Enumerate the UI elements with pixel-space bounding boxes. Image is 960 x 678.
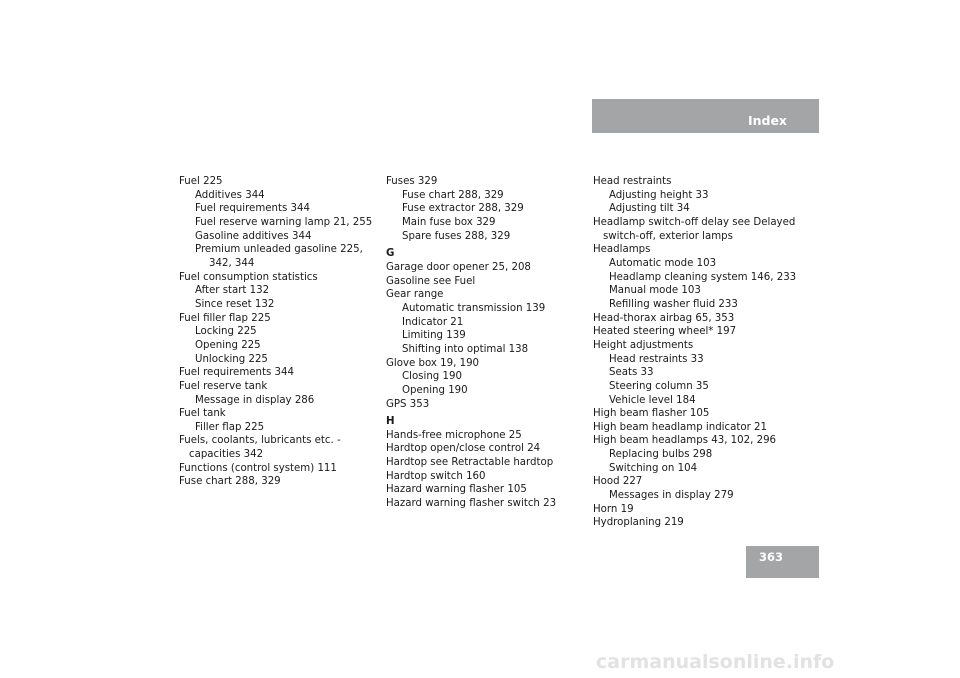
index-subentry: Message in display 286: [195, 394, 315, 406]
index-subentry: Filler flap 225: [195, 421, 265, 433]
index-subentry: Switching on 104: [609, 462, 698, 474]
index-subentry: Main fuse box 329: [402, 216, 496, 228]
index-subentry: Since reset 132: [195, 298, 275, 310]
index-subentry-continuation: 342, 344: [209, 257, 255, 269]
index-subentry: Fuel reserve warning lamp 21, 255: [195, 216, 373, 228]
index-subentry: Shifting into optimal 138: [402, 343, 529, 355]
index-entry: Height adjustments: [593, 339, 694, 351]
index-entry: Fuel reserve tank: [179, 380, 268, 392]
index-entry: Fuel filler flap 225: [179, 312, 271, 324]
index-subentry: Fuel requirements 344: [195, 203, 310, 215]
index-entry: Garage door opener 25, 208: [386, 261, 531, 273]
index-column-1: [179, 175, 379, 489]
index-subentry: Limiting 139: [402, 330, 466, 342]
index-subentry: Unlocking 225: [195, 353, 268, 365]
index-subentry: Seats 33: [609, 367, 654, 379]
index-entry: Fuel consumption statistics: [179, 271, 318, 283]
index-subentry: Premium unleaded gasoline 225,: [195, 244, 363, 256]
index-subentry: Opening 190: [402, 384, 468, 396]
index-entry: Gear range: [386, 289, 444, 301]
index-subentry: Gasoline additives 344: [195, 230, 312, 242]
index-entry: Fuel 225: [179, 176, 223, 187]
index-entry: Fuses 329: [386, 176, 438, 187]
index-letter-heading-h: H: [386, 416, 395, 428]
index-entry: Hardtop switch 160: [386, 470, 486, 482]
index-subentry: Opening 225: [195, 339, 261, 351]
index-entry: Hood 227: [593, 476, 643, 488]
index-subentry: Messages in display 279: [609, 490, 734, 502]
index-entry: Headlamp switch-off delay see Delayed: [593, 216, 796, 228]
index-entry: High beam headlamps 43, 102, 296: [593, 435, 777, 447]
index-subentry: Adjusting tilt 34: [609, 203, 690, 215]
page-number-box: [746, 546, 819, 578]
index-entry: Horn 19: [593, 503, 634, 515]
index-entry: Headlamps: [593, 244, 651, 256]
index-subentry: Head restraints 33: [609, 353, 704, 365]
index-subentry: Spare fuses 288, 329: [402, 230, 511, 242]
index-entry: Hazard warning flasher 105: [386, 484, 527, 496]
index-entry: High beam flasher 105: [593, 408, 710, 420]
index-entry: Gasoline see Fuel: [386, 275, 476, 287]
index-entry-continuation: capacities 342: [189, 449, 264, 461]
index-entry: Glove box 19, 190: [386, 357, 480, 369]
section-header: [592, 99, 819, 133]
index-entry: High beam headlamp indicator 21: [593, 421, 767, 433]
index-entry: Hazard warning flasher switch 23: [386, 498, 557, 510]
index-subentry: Fuse extractor 288, 329: [402, 203, 524, 215]
index-entry: Heated steering wheel* 197: [593, 326, 737, 338]
index-entry: Hydroplaning 219: [593, 517, 684, 529]
index-entry: Fuel requirements 344: [179, 367, 294, 379]
index-entry: Hands-free microphone 25: [386, 429, 522, 441]
index-subentry: Refilling washer fluid 233: [609, 298, 738, 310]
index-entry: GPS 353: [386, 398, 430, 410]
index-subentry: Replacing bulbs 298: [609, 449, 713, 461]
index-entry: Hardtop open/close control 24: [386, 443, 541, 455]
index-subentry: Additives 344: [195, 189, 265, 201]
index-entry: Fuels, coolants, lubricants etc. -: [179, 435, 341, 447]
index-subentry: Adjusting height 33: [609, 189, 709, 201]
index-entry: Head restraints: [593, 176, 672, 187]
index-column-3: [593, 175, 803, 530]
index-subentry: Fuse chart 288, 329: [402, 189, 504, 201]
index-subentry: Automatic mode 103: [609, 257, 717, 269]
index-entry: Head-thorax airbag 65, 353: [593, 312, 735, 324]
index-entry-continuation: switch-off, exterior lamps: [603, 230, 733, 242]
index-entry: Functions (control system) 111: [179, 462, 337, 474]
index-entry: Fuse chart 288, 329: [179, 476, 281, 488]
index-subentry: Locking 225: [195, 326, 257, 338]
index-subentry: Closing 190: [402, 371, 462, 383]
index-entry: Fuel tank: [179, 408, 226, 420]
index-subentry: Vehicle level 184: [609, 394, 696, 406]
index-subentry: After start 132: [195, 285, 270, 297]
index-subentry: Steering column 35: [609, 380, 709, 392]
watermark: carmanualsonline.info: [596, 651, 835, 673]
index-subentry: Indicator 21: [402, 316, 464, 328]
page-number: 363: [759, 550, 784, 564]
index-entry: Hardtop see Retractable hardtop: [386, 457, 554, 469]
index-column-2: [386, 175, 586, 511]
index-subentry: Automatic transmission 139: [402, 302, 546, 314]
index-subentry: Headlamp cleaning system 146, 233: [609, 271, 797, 283]
index-subentry: Manual mode 103: [609, 285, 701, 297]
index-letter-heading-g: G: [386, 248, 395, 260]
section-title: Index: [747, 113, 787, 128]
